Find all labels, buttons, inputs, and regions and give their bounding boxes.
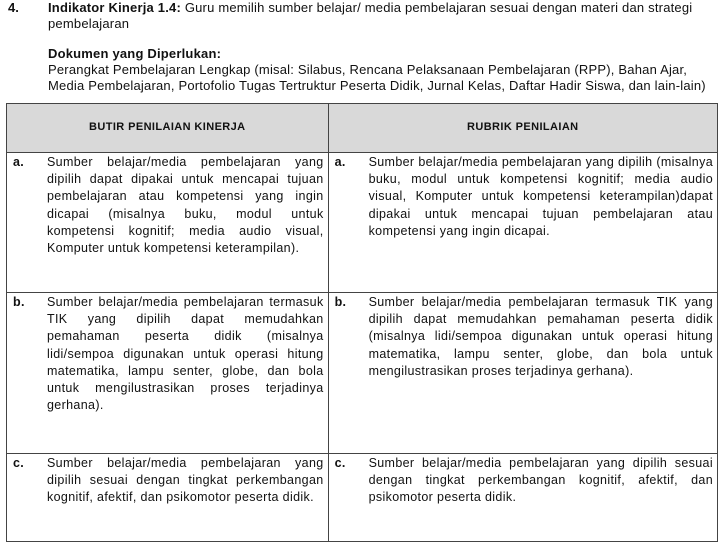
rubrik-cell (328, 293, 717, 454)
butir-cell (7, 293, 329, 454)
docs-text: Perangkat Pembelajaran Lengkap (misal: Silabus, Rencana Pelaksanaan Pembelajaran (RPP), Bahan Ajar, Media Pembelajaran, Portofolio Tugas Tertruktur Peserta Didik, Jurnal Kelas, Daftar Hadir Siswa, dan lain-lain) (48, 62, 706, 93)
indicator-row (8, 0, 714, 32)
butir-cell (7, 153, 329, 293)
item-text: Sumber belajar/media pembelajaran yang dipilih sesuai dengan tingkat perkembangan kognitif, afektif, dan psikomotor peserta didik. (368, 456, 713, 505)
table-row (7, 153, 718, 293)
item-text: Sumber belajar/media pembelajaran yang dipilih dapat dipakai untuk mencapai tujuan pembelajaran atau kompetensi yang ingin dicapai (misalnya buku, modul untuk kompetensi kognitif; media audio visual, Komputer untuk kompetensi keterampilan). (47, 155, 324, 256)
table-row (7, 454, 718, 542)
table-header-row (7, 104, 718, 153)
indicator-number: 4. (8, 0, 19, 15)
item-label: c. (13, 456, 25, 470)
item-label: a. (334, 155, 346, 169)
item-label: b. (13, 295, 25, 309)
butir-cell (7, 454, 329, 542)
item-text: Sumber belajar/media pembelajaran yang dipilih (misalnya buku, modul untuk kompetensi kognitif; media audio visual, Komputer untuk kompetensi keterampilan)dapat dipakai untuk mencapai tujuan pembelajaran atau kompetensi yang ingin dicapai. (368, 155, 713, 238)
assessment-table (6, 103, 718, 542)
item-label: b. (334, 295, 347, 309)
item-label: a. (13, 155, 25, 169)
item-text: Sumber belajar/media pembelajaran termasuk TIK yang dipilih dapat memudahkan pemahaman peserta didik (misalnya lidi/sempoa digunakan untuk operasi hitung matematika, lampu senter, globe, dan bola untuk mengilustrasikan proses terjadinya gerhana). (47, 295, 324, 413)
item-label: c. (334, 456, 346, 470)
docs-block (8, 46, 714, 94)
rubrik-cell (328, 153, 717, 293)
indicator-label: Indikator Kinerja 1.4: (48, 0, 181, 15)
document-header (8, 0, 714, 94)
indicator-text: Guru memilih sumber belajar/ media pembelajaran sesuai dengan materi dan strategi pembelajaran (48, 0, 693, 31)
column-header-butir: BUTIR PENILAIAN KINERJA (7, 104, 329, 153)
docs-title: Dokumen yang Diperlukan: (48, 46, 222, 61)
indicator (48, 0, 714, 32)
item-text: Sumber belajar/media pembelajaran yang dipilih sesuai dengan tingkat perkembangan kognitif, afektif, dan psikomotor peserta didik. (47, 456, 324, 505)
item-text: Sumber belajar/media pembelajaran termasuk TIK yang dipilih dapat memudahkan pemahaman peserta didik (misalnya lidi/sempoa digunakan untuk operasi hitung matematika, lampu senter, globe, dan bola untuk mengilustrasikan proses terjadinya gerhana). (368, 295, 713, 378)
column-header-rubrik: RUBRIK PENILAIAN (328, 104, 717, 153)
rubrik-cell (328, 454, 717, 542)
table-row (7, 293, 718, 454)
